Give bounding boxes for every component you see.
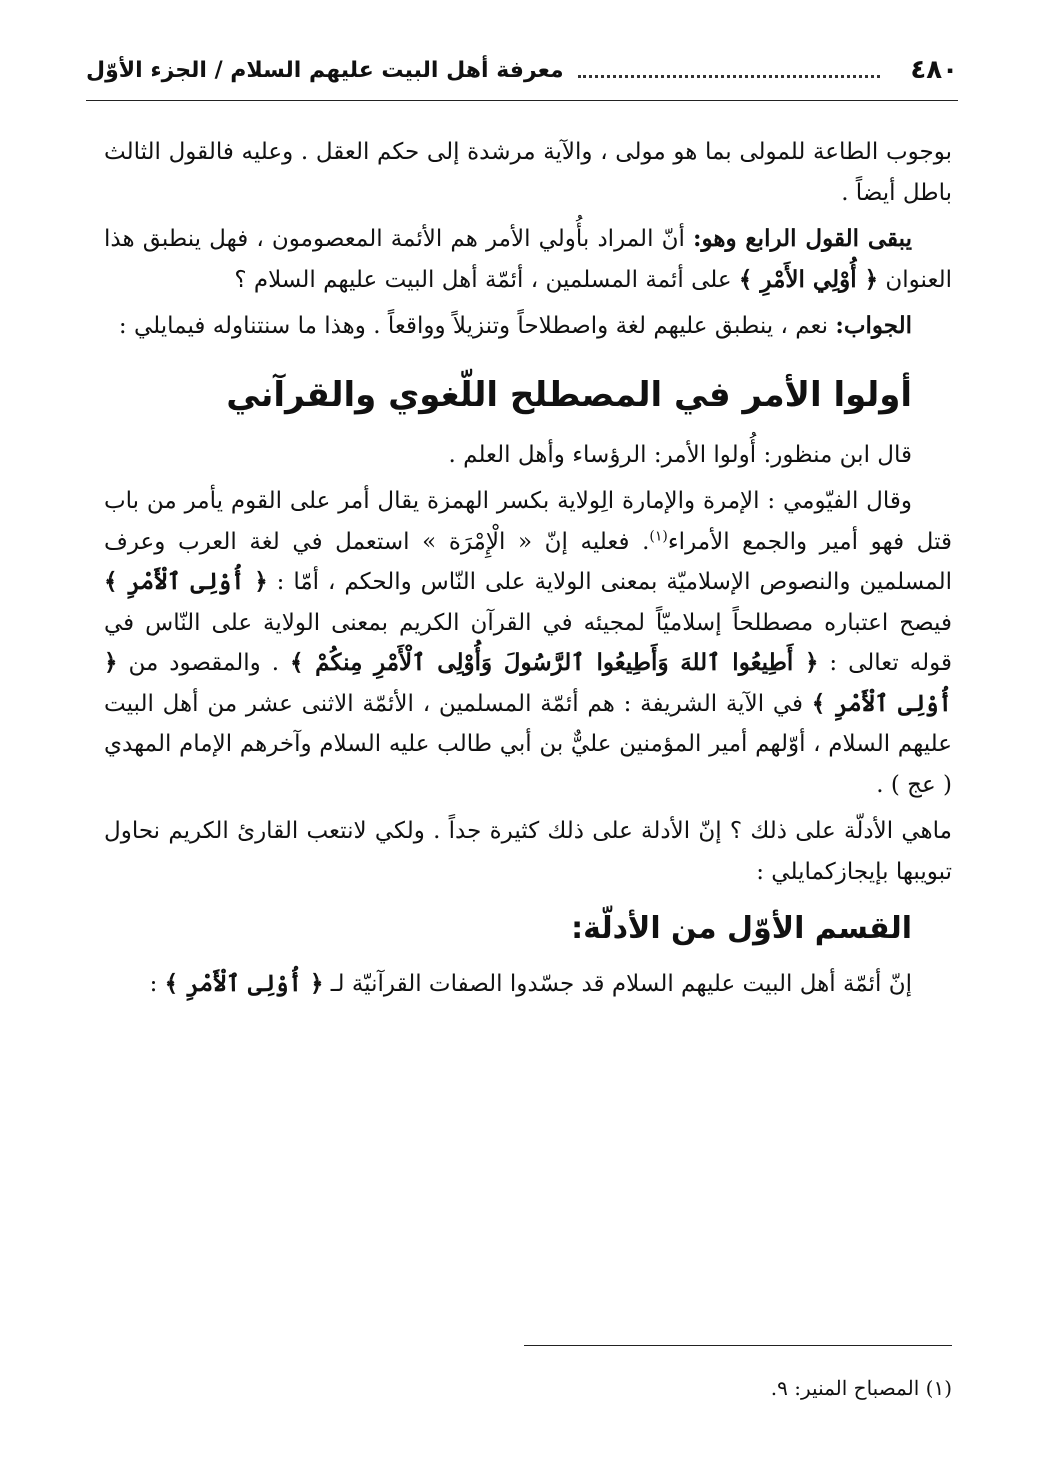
paragraph-2-text-2: على أئمة المسلمين ، أئمّة أهل البيت عليهم السلام ؟	[234, 266, 739, 293]
paragraph-2-lead: يبقى القول الرابع وهو:	[693, 225, 912, 252]
quran-verse: ﴿ أَطِيعُوا ٱللهَ وَأَطِيعُوا ٱلرَّسُولَ وَأُوْلِى ٱلْأَمْرِ مِنكُمْ ﴾	[289, 649, 819, 676]
footnote-text: (١) المصباح المنير: ٩.	[770, 1376, 952, 1400]
paragraph-2-text: أنّ المراد بأُولي الأمر هم الأئمة المعصومون ، فهل ينطبق هذا العنوان	[104, 226, 952, 293]
subsection-title: القسم الأوّل من الأدلّة:	[571, 911, 912, 946]
section-title: أولوا الأمر في المصطلح اللّغوي والقرآني	[226, 374, 912, 415]
footnote	[104, 1372, 952, 1404]
paragraph-3-text: نعم ، ينطبق عليهم لغة واصطلاحاً وتنزيلاً وواقعاً . وهذا ما سنتناوله فيمايلي :	[118, 313, 836, 339]
footnote-reference[interactable]: (١)	[649, 527, 668, 544]
paragraph-7-text-b: :	[149, 971, 165, 997]
paragraph-3	[104, 306, 952, 347]
paragraph-5-text-a: وقال الفيّومي : الإمرة والإمارة الِولاية بكسر الهمزة يقال أمر على القوم يأمر من باب قتل فهو أمير والجمع الأمراء	[104, 488, 952, 555]
paragraph-5	[104, 481, 952, 805]
quran-quote: ﴿ أُوْلِي الأَمْرِ ﴾	[738, 265, 879, 293]
paragraph-1	[104, 132, 952, 213]
paragraph-5-text-c: فيصح اعتباره مصطلحاً إسلاميّاً لمجيئه في القرآن الكريم بمعنى الولاية على النّاس في قوله تعالى :	[104, 609, 952, 676]
paragraph-5-text-e: في الآية الشريفة : هم أئمّة المسلمين ، الأئمّة الاثنى عشر من أهل البيت عليهم السلام ، أوّلهم أمير المؤمنين عليٌّ بن أبي طالب عليه السلام وآخرهم الإمام المهدي ( عج ) .	[104, 690, 952, 798]
page-number: ٤٨٠	[910, 55, 958, 85]
running-title: معرفة أهل البيت عليهم السلام / الجزء الأوّل	[86, 57, 564, 83]
paragraph-3-lead: الجواب:	[835, 312, 912, 339]
paragraph-1-text: بوجوب الطاعة للمولى بما هو مولى ، والآية مرشدة إلى حكم العقل . وعليه فالقول الثالث باطل أيضاً .	[104, 139, 952, 206]
page-header	[86, 48, 958, 92]
body-text	[104, 132, 952, 1011]
paragraph-6	[104, 811, 952, 892]
paragraph-6-text: ماهي الأدلّة على ذلك ؟ إنّ الأدلة على ذلك كثيرة جداً . ولكي لانتعب القارئ الكريم نحاول تبويبها بإيجازكمايلي :	[104, 818, 952, 885]
footnote-rule	[524, 1345, 952, 1346]
header-rule	[86, 100, 958, 101]
quran-quote: ﴿ أُوْلِى ٱلْأَمْرِ ﴾	[104, 568, 268, 595]
paragraph-2	[104, 219, 952, 300]
paragraph-7-text-a: إنّ أئمّة أهل البيت عليهم السلام قد جسّدوا الصفات القرآنيّة لـ	[323, 971, 912, 997]
paragraph-5-text-b: . فعليه إنّ « الْإِمْرَة » استعمل في لغة العرب وعرف المسلمين والنصوص الإسلاميّة بمعنى الولاية على النّاس والحكم ، أمّا :	[104, 528, 952, 595]
quran-quote: ﴿ أُوْلِى ٱلْأَمْرِ ﴾	[164, 970, 324, 997]
paragraph-4	[104, 435, 952, 476]
paragraph-5-text-d: . والمقصود من	[117, 650, 290, 676]
quran-quote: ﴿ أُوْلِى ٱلْأَمْرِ ﴾	[104, 649, 952, 717]
paragraph-4-text: قال ابن منظور: أُولوا الأمر: الرؤساء وأهل العلم .	[448, 441, 912, 468]
paragraph-7	[104, 964, 952, 1005]
header-leader-dots	[578, 75, 881, 78]
